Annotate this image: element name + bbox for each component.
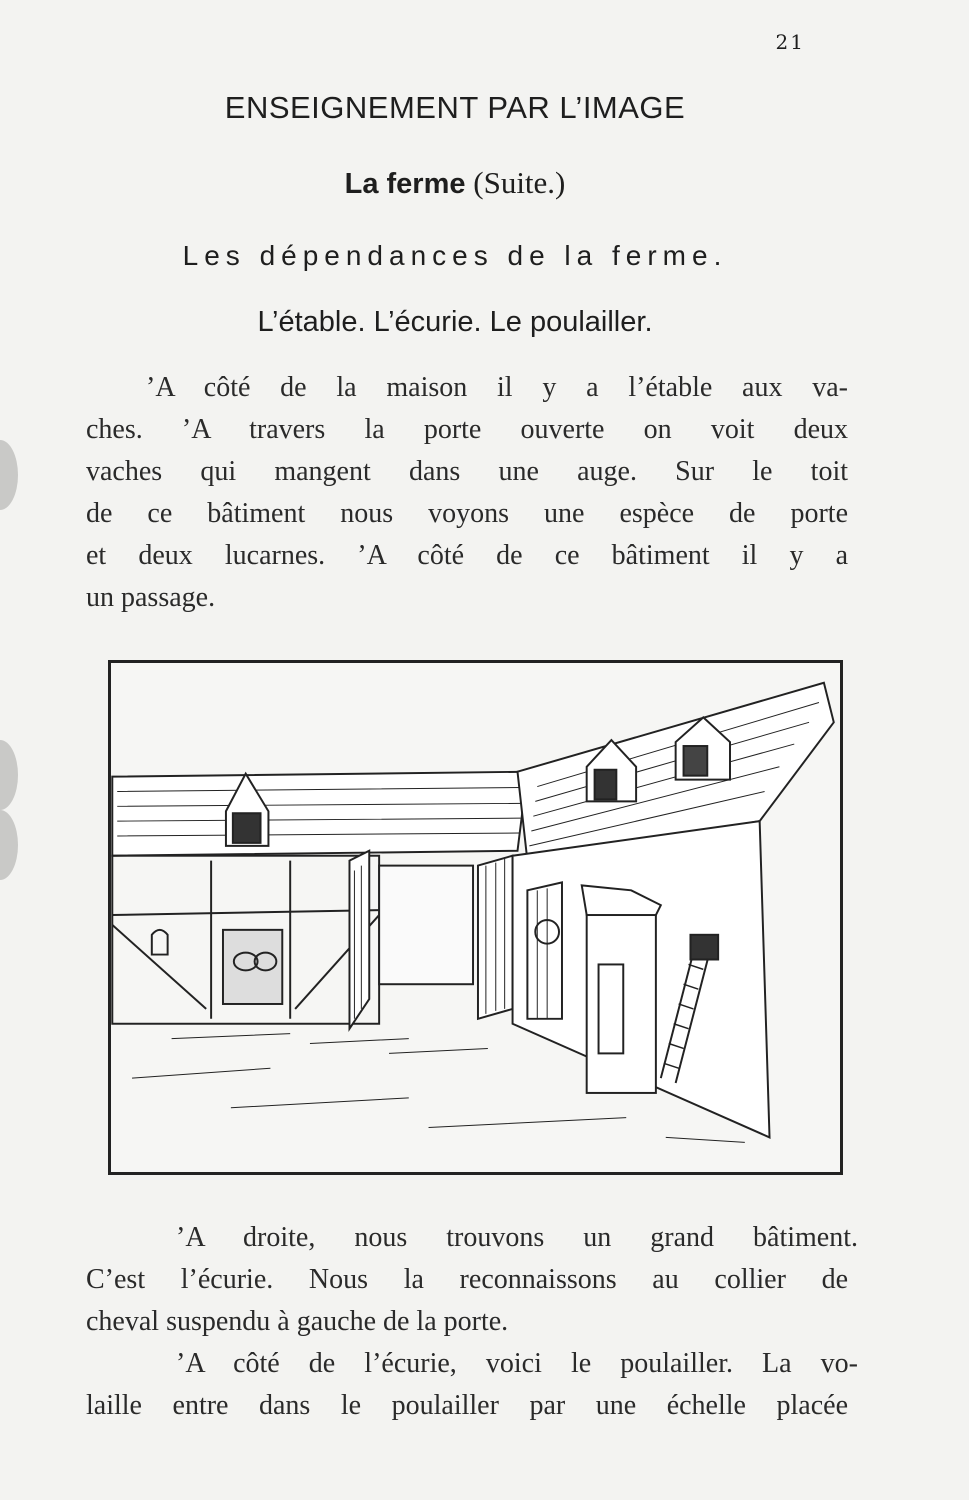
subtitle: Les dépendances de la ferme. <box>182 240 728 271</box>
text-line: C’est l’écurie. Nous la reconnaissons au collier de <box>86 1264 848 1295</box>
binding-hole <box>0 740 18 810</box>
text-line: vaches qui mangent dans une auge. Sur le toit <box>86 456 848 487</box>
lesson-title-suite: (Suite.) <box>465 165 566 200</box>
text-line: laille entre dans le poulailler par une échelle placée <box>86 1390 848 1421</box>
page-number: 21 <box>775 30 805 54</box>
text-line: cheval suspendu à gauche de la porte. <box>86 1306 509 1337</box>
text-line: ches. ’A travers la porte ouverte on voit deux <box>86 414 848 445</box>
text-line: ’A côté de la maison il y a l’étable aux va- <box>146 372 848 403</box>
binding-hole <box>0 440 18 510</box>
paragraph-2 <box>86 1222 858 1352</box>
section-title: ENSEIGNEMENT PAR L’IMAGE <box>224 90 686 125</box>
lesson-title <box>0 165 910 201</box>
topics: L’étable. L’écurie. Le poulailler. <box>257 306 653 338</box>
farm-drawing <box>111 663 840 1172</box>
text-line: ’A droite, nous trouvons un grand bâtiment. <box>176 1222 858 1253</box>
text-line: un passage. <box>86 582 216 613</box>
binding-hole <box>0 810 18 880</box>
paragraph-3 <box>86 1348 858 1438</box>
text-line: de ce bâtiment nous voyons une espèce de porte <box>86 498 848 529</box>
paragraph-1 <box>86 372 848 632</box>
text-line: ’A côté de l’écurie, voici le poulailler. La vo- <box>176 1348 858 1379</box>
lesson-title-bold: La ferme <box>344 168 466 200</box>
farm-illustration <box>108 660 843 1175</box>
text-line: et deux lucarnes. ’A côté de ce bâtiment il y a <box>86 540 848 571</box>
